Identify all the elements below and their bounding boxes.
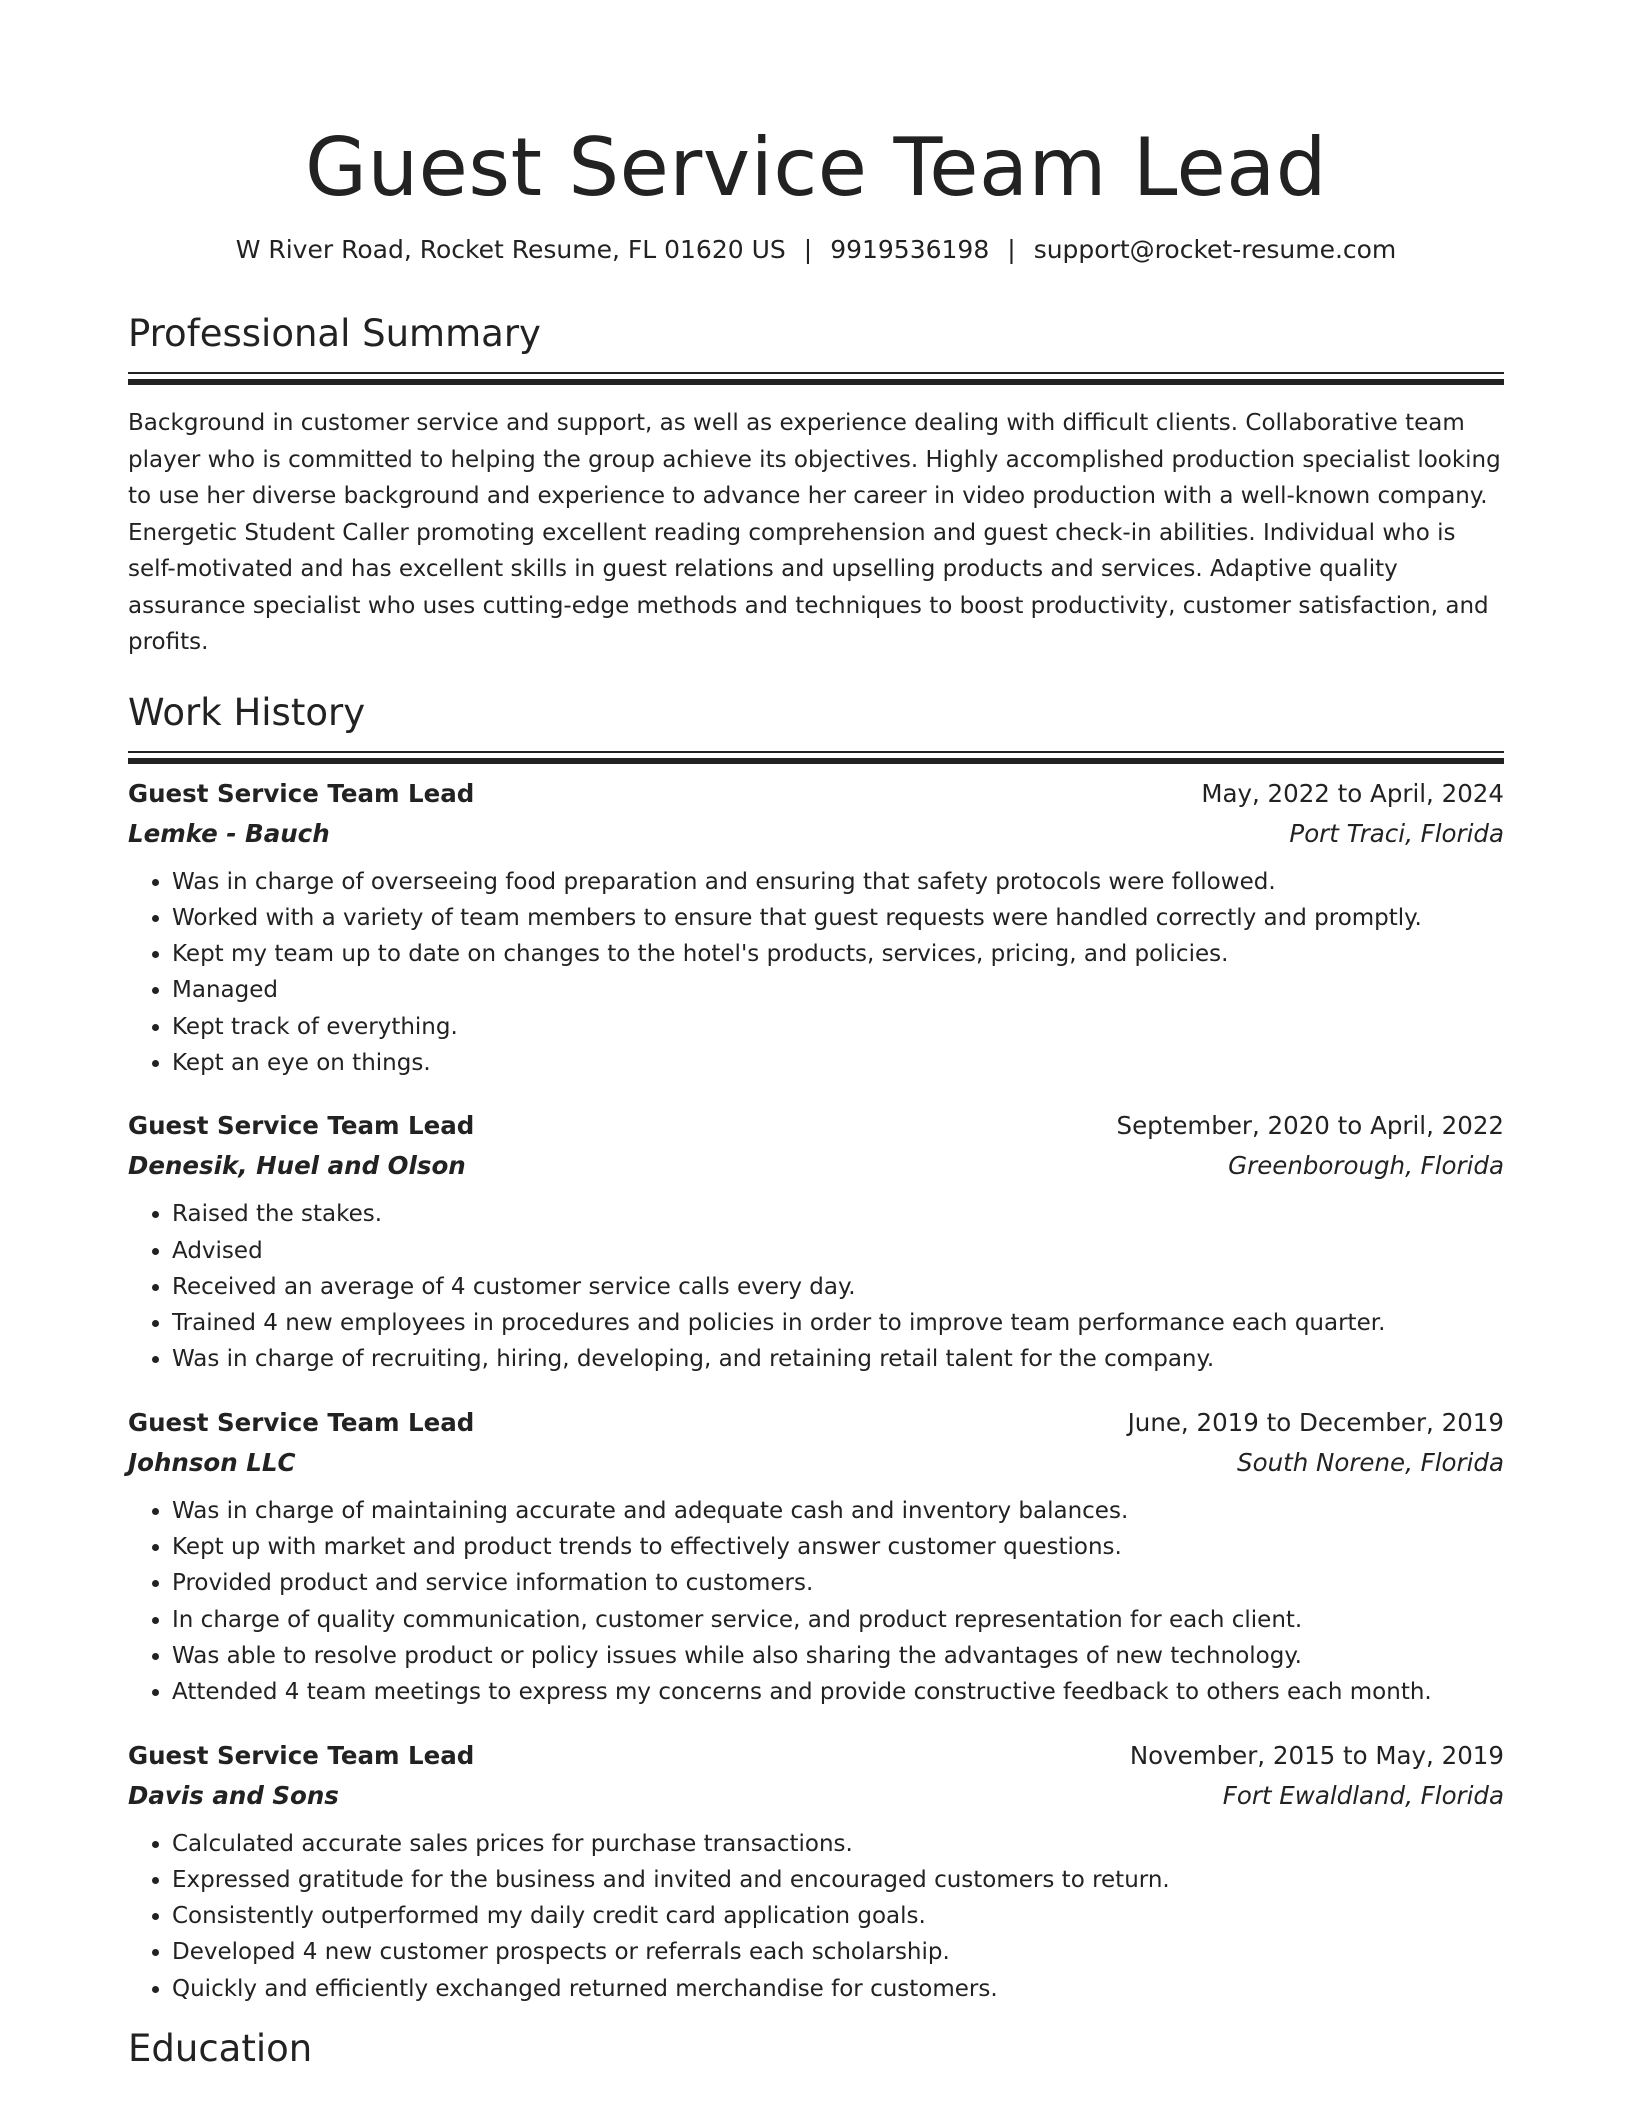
job-location: Fort Ewaldland, Florida	[1222, 1780, 1504, 1810]
contact-email: support@rocket-resume.com	[1033, 235, 1397, 264]
contact-address: W River Road, Rocket Resume, FL 01620 US	[235, 235, 786, 264]
job-bullet: • Consistently outperformed my daily credit card application goals.	[172, 1898, 1504, 1934]
job-header	[128, 1403, 1504, 1443]
job-bullets	[128, 864, 1504, 1082]
job-subheader	[128, 1146, 1504, 1186]
summary-section	[128, 310, 1504, 661]
work-history-section	[128, 689, 1504, 2008]
job-dates: May, 2022 to April, 2024	[1201, 778, 1504, 808]
job-bullet: • Provided product and service information to customers.	[172, 1565, 1504, 1601]
job-bullets	[128, 1493, 1504, 1711]
job-bullet: • Was in charge of maintaining accurate and adequate cash and inventory balances.	[172, 1493, 1504, 1529]
job-header	[128, 1736, 1504, 1776]
job-bullet: • Attended 4 team meetings to express my concerns and provide constructive feedback to others each month.	[172, 1674, 1504, 1710]
contact-phone: 9919536198	[830, 235, 990, 264]
job-company: Lemke - Bauch	[128, 818, 330, 848]
summary-text: Background in customer service and support, as well as experience dealing with difficult clients. Collaborative team player who is committed to helping the group achieve its objectives. Highly accomplished production specialist looking to use her diverse background and experience to advance her career in video production with a well-known company. Energetic Student Caller promoting excellent reading comprehension and guest check-in abilities. Individual who is self-motivated and has excellent skills in guest relations and upselling products and services. Adaptive quality assurance specialist who uses cutting-edge methods and techniques to boost productivity, customer satisfaction, and profits.	[128, 410, 1501, 655]
job-bullet: • Advised	[172, 1233, 1504, 1269]
job-header	[128, 774, 1504, 814]
job-bullet: • Managed	[172, 972, 1504, 1008]
resume-name: Guest Service Team Lead	[304, 121, 1328, 214]
job-bullet: • Kept my team up to date on changes to the hotel's products, services, pricing, and policies.	[172, 936, 1504, 972]
education-section	[128, 2025, 1504, 2073]
section-divider	[128, 751, 1504, 760]
job-bullet: • Received an average of 4 customer service calls every day.	[172, 1269, 1504, 1305]
job-subheader	[128, 814, 1504, 854]
job-entry	[128, 1403, 1504, 1711]
job-title: Guest Service Team Lead	[128, 778, 475, 808]
job-company: Denesik, Huel and Olson	[128, 1151, 466, 1181]
resume-page	[128, 118, 1504, 2073]
job-location: South Norene, Florida	[1237, 1447, 1504, 1477]
job-dates: June, 2019 to December, 2019	[1127, 1407, 1504, 1437]
job-dates: November, 2015 to May, 2019	[1129, 1740, 1504, 1770]
job-location: Port Traci, Florida	[1289, 818, 1504, 848]
job-dates: September, 2020 to April, 2022	[1116, 1111, 1504, 1141]
job-bullet: • Expressed gratitude for the business and invited and encouraged customers to return.	[172, 1862, 1504, 1898]
job-bullet: • Quickly and efficiently exchanged returned merchandise for customers.	[172, 1971, 1504, 2007]
job-bullets	[128, 1826, 1504, 2007]
job-title: Guest Service Team Lead	[128, 1111, 475, 1141]
job-header	[128, 1106, 1504, 1146]
section-divider	[128, 372, 1504, 381]
contact-separator: |	[1007, 235, 1016, 264]
job-location: Greenborough, Florida	[1228, 1151, 1504, 1181]
job-subheader	[128, 1776, 1504, 1816]
education-heading: Education	[128, 2027, 313, 2071]
job-bullet: • Kept an eye on things.	[172, 1045, 1504, 1081]
job-bullet: • Kept track of everything.	[172, 1009, 1504, 1045]
job-bullet: • Was in charge of overseeing food preparation and ensuring that safety protocols were followed.	[172, 864, 1504, 900]
summary-heading: Professional Summary	[128, 312, 541, 355]
job-bullet: • Was in charge of recruiting, hiring, developing, and retaining retail talent for the company.	[172, 1341, 1504, 1377]
job-company: Johnson LLC	[128, 1447, 296, 1477]
job-bullets	[128, 1196, 1504, 1377]
job-bullet: • Worked with a variety of team members to ensure that guest requests were handled correctly and promptly.	[172, 900, 1504, 936]
job-entry	[128, 1736, 1504, 2007]
job-entry	[128, 774, 1504, 1082]
job-subheader	[128, 1443, 1504, 1483]
job-bullet: • Developed 4 new customer prospects or referrals each scholarship.	[172, 1934, 1504, 1970]
job-bullet: • Trained 4 new employees in procedures and policies in order to improve team performance each quarter.	[172, 1305, 1504, 1341]
job-title: Guest Service Team Lead	[128, 1407, 475, 1437]
job-bullet: • Kept up with market and product trends to effectively answer customer questions.	[172, 1529, 1504, 1565]
job-bullet: • In charge of quality communication, customer service, and product representation for each client.	[172, 1602, 1504, 1638]
contact-line	[128, 232, 1504, 268]
job-entry	[128, 1106, 1504, 1377]
job-bullet: • Was able to resolve product or policy issues while also sharing the advantages of new technology.	[172, 1638, 1504, 1674]
job-title: Guest Service Team Lead	[128, 1740, 475, 1770]
job-bullet: • Calculated accurate sales prices for purchase transactions.	[172, 1826, 1504, 1862]
job-company: Davis and Sons	[128, 1780, 339, 1810]
work-history-heading: Work History	[128, 690, 366, 734]
contact-separator: |	[803, 235, 813, 264]
job-bullet: • Raised the stakes.	[172, 1196, 1504, 1232]
